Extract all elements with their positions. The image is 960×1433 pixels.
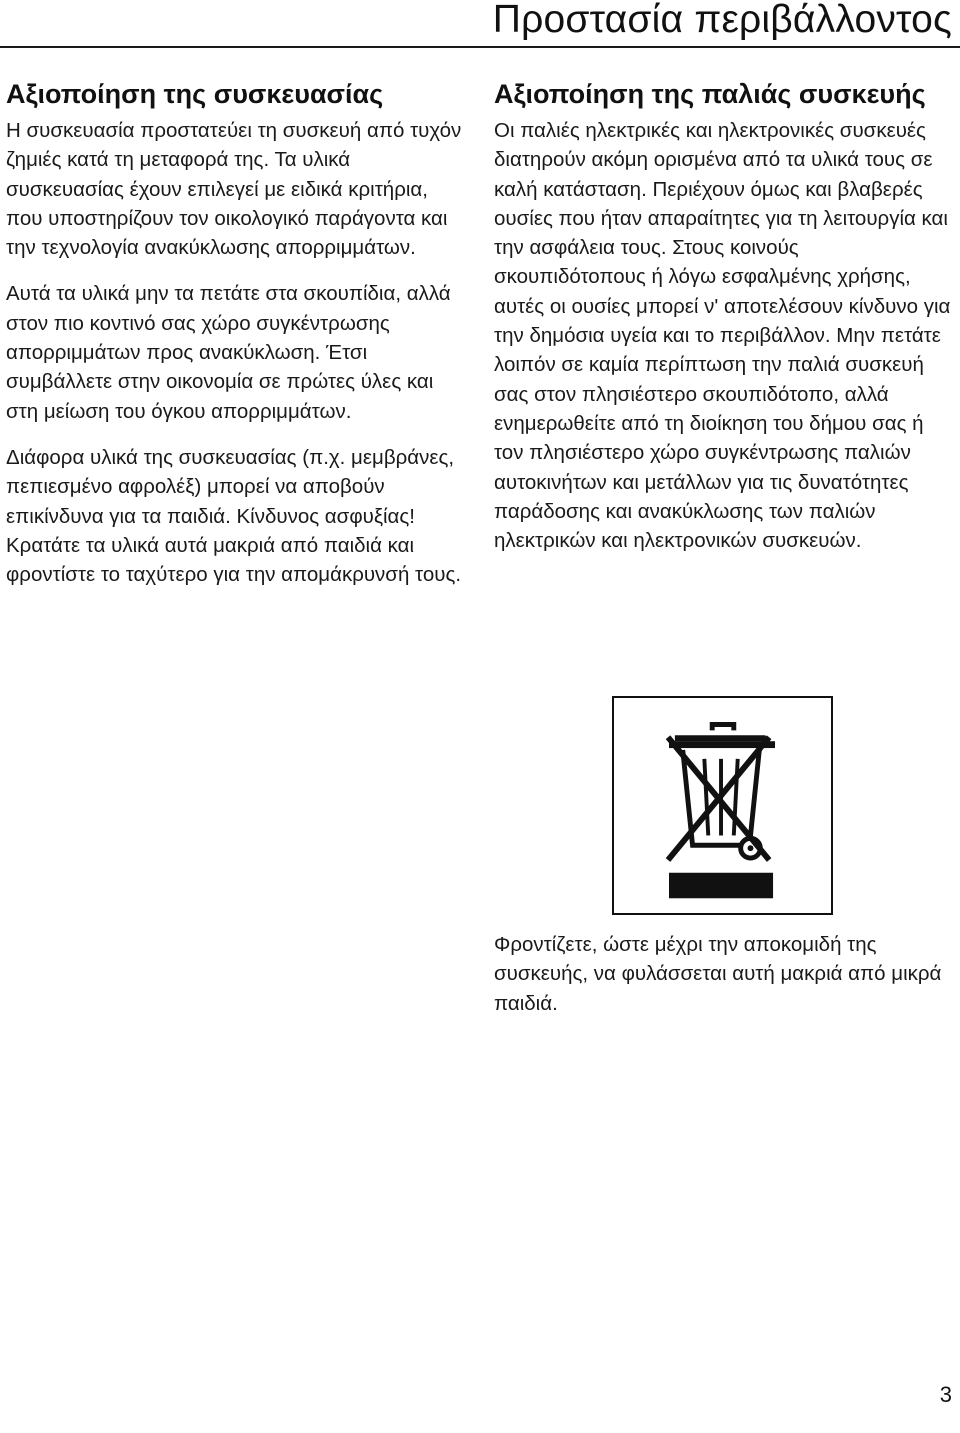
packaging-section bbox=[6, 78, 466, 606]
child-safety-note bbox=[494, 930, 956, 1018]
page-header bbox=[0, 0, 960, 50]
packaging-paragraph-3: Διάφορα υλικά της συσκευασίας (π.χ. μεμβράνες, πεπιεσμένο αφρολέξ) μπορεί να αποβούν επικίνδυνα για τα παιδιά. Κίνδυνος ασφυξίας! Κρατάτε τα υλικά αυτά μακριά από παιδιά και φροντίστε το ταχύτερο για την απομάκρυνσή τους. bbox=[6, 445, 462, 587]
packaging-paragraph-1: Η συσκευασία προστατεύει τη συσκευή από τυχόν ζημιές κατά τη μεταφορά της. Τα υλικά συσκευασίας έχουν επιλεγεί με ειδικά κριτήρια, που υποστηρίζουν τον οικολογικό παράγοντα και την τεχνολογία ανακύκλωσης απορριμμάτων. bbox=[6, 119, 462, 260]
packaging-heading: Αξιοποίηση της συσκευασίας bbox=[6, 79, 384, 109]
page-title: Προστασία περιβάλλοντος bbox=[492, 0, 952, 41]
crossed-out-wheelie-bin-icon bbox=[612, 696, 833, 915]
child-safety-text: Φροντίζετε, ώστε μέχρι την αποκομιδή της συσκευής, να φυλάσσεται αυτή μακριά από μικρά παιδιά. bbox=[494, 933, 942, 1015]
old-appliance-paragraph: Οι παλιές ηλεκτρικές και ηλεκτρονικές συσκευές διατηρούν ακόμη ορισμένα από τα υλικά τους σε καλή κατάσταση. Περιέχουν όμως και βλαβερές ουσίες που ήταν απαραίτητες για τη λειτουργία και την ασφάλεια τους. Στους κοινούς σκουπιδότοπους ή λόγω εσφαλμένης χρήσης, αυτές οι ουσίες μπορεί ν' αποτελέσουν κίνδυνο για την δημόσια υγεία και το περιβάλλον. Μην πετάτε λοιπόν σε καμία περίπτωση την παλιά συσκευή σας στον πλησιέστερο σκουπιδότοπο, αλλά ενημερωθείτε από τη διοίκηση του δήμου σας ή τον πλησιέστερο χώρο συγκέντρωσης παλιών αυτοκινήτων και μετάλλων για τις δυνατότητες παράδοσης και ανακύκλωσης των παλιών ηλεκτρικών και ηλεκτρονικών συσκευών. bbox=[494, 119, 951, 553]
header-divider bbox=[0, 46, 960, 48]
old-appliance-heading: Αξιοποίηση της παλιάς συσκευής bbox=[494, 79, 926, 109]
old-appliance-section bbox=[494, 78, 956, 555]
page-number: 3 bbox=[939, 1382, 952, 1407]
packaging-paragraph-2: Αυτά τα υλικά μην τα πετάτε στα σκουπίδια, αλλά στον πιο κοντινό σας χώρο συγκέντρωσης απορριμμάτων προς ανακύκλωση. Έτσι συμβάλλετε στην οικονομία σε πρώτες ύλες και στη μείωση του όγκου απορριμμάτων. bbox=[6, 282, 451, 423]
